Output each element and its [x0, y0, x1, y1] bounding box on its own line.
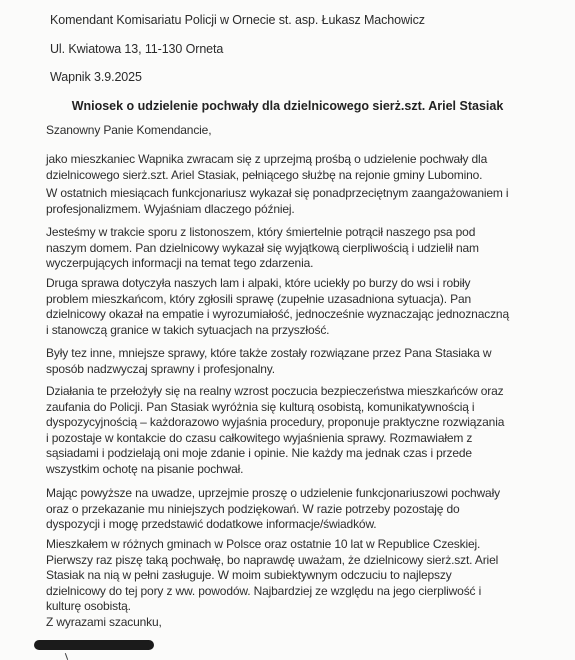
- paragraph-4: [46, 276, 558, 338]
- paragraph-line: sąsiadami i podzielają oni moje zdanie i opinie. Nie każdy ma jednak czas i przede: [46, 446, 472, 461]
- paragraph-line: kulturę osobistą.: [46, 599, 131, 614]
- paragraph-line: Druga sprawa dotyczyła naszych lam i alpaki, które uciekły po burzy do wsi i robiły: [46, 276, 471, 290]
- paragraph-line: Stasiak na nią w pełni zasługuje. W moim subiektywnym odczuciu to najlepszy: [46, 568, 452, 583]
- greeting: Szanowny Panie Komendancie,: [46, 123, 212, 137]
- signature-stroke: [65, 653, 68, 660]
- paragraph-line: oraz o przekazanie mu niniejszych podziękowań. W razie potrzeby pozostaję do: [46, 501, 460, 516]
- paragraph-line: dzielnicowy do tej pory z ww. powodów. Najbardziej ze względu na jego cierpliwość i: [46, 583, 482, 598]
- paragraph-line: sposób nadzwyczaj sprawny i profesjonalny.: [46, 361, 275, 376]
- letter-title: Wniosek o udzielenie pochwały dla dzielnicowego sierż.szt. Ariel Stasiak: [71, 99, 504, 113]
- place-date-line: Wapnik 3.9.2025: [50, 70, 142, 84]
- paragraph-5: [46, 346, 558, 377]
- paragraph-8: [46, 537, 558, 615]
- closing-line: Z wyrazami szacunku,: [46, 615, 162, 629]
- paragraph-2: [46, 186, 558, 217]
- paragraph-line: W ostatnich miesiącach funkcjonariusz wykazał się ponadprzeciętnym zaangażowaniem i: [46, 186, 509, 200]
- paragraph-line: dzielnicowego sierż.szt. Ariel Stasiak, pełniącego służbę na rejonie gminy Lubomino.: [46, 167, 483, 182]
- paragraph-line: Mając powyższe na uwadze, uprzejmie proszę o udzielenie funkcjonariuszowi pochwały: [46, 486, 500, 500]
- paragraph-line: Działania te przełożyły się na realny wzrost poczucia bezpieczeństwa mieszkańców oraz: [46, 384, 504, 398]
- paragraph-line: i stanowczą granice w takich sytuacjach na przyszłość.: [46, 322, 330, 337]
- paragraph-1: [46, 152, 558, 183]
- paragraph-line: zaufania do Policji. Pan Stasiak wyróżnia się kulturą osobistą, komunikatywnością i: [46, 399, 475, 414]
- paragraph-line: Jesteśmy w trakcie sporu z listonoszem, który śmiertelnie potrącił naszego psa pod: [46, 225, 476, 239]
- recipient-line: Komendant Komisariatu Policji w Ornecie st. asp. Łukasz Machowicz: [50, 13, 425, 27]
- paragraph-line: i pozostaje w kontakcie do czasu całkowitego wyjaśnienia sprawy. Rozmawiałem z: [46, 430, 473, 445]
- paragraph-line: dyspozycji i mogę przedstawić dodatkowe informacje/świadków.: [46, 517, 377, 532]
- redacted-signature: [34, 640, 154, 650]
- paragraph-line: Były tez inne, mniejsze sprawy, które także zostały rozwiązane przez Pana Stasiaka w: [46, 346, 492, 360]
- paragraph-line: Pierwszy raz piszę taką pochwałę, bo naprawdę uważam, że dzielnicowy sierż.szt. Ariel: [46, 552, 499, 567]
- paragraph-line: Mieszkałem w różnych gminach w Polsce oraz ostatnie 10 lat w Republice Czeskiej.: [46, 537, 481, 551]
- paragraph-line: naszym domem. Pan dzielnicowy wykazał się wyjątkową cierpliwością i udzielił nam: [46, 240, 479, 255]
- paragraph-line: wyczerpujących informacji na temat tego zdarzenia.: [46, 256, 314, 271]
- paragraph-3: [46, 225, 558, 272]
- paragraph-line: profesjonalizmem. Wyjaśniam dlaczego później.: [46, 201, 295, 216]
- paragraph-line: problem mieszkańcom, który zgłosili sprawę (zupełnie uzasadniona sytuacja). Pan: [46, 291, 472, 306]
- paragraph-line: dyspozycyjnością – każdorazowo wyjaśnia procedury, proponuje praktyczne rozwiązania: [46, 415, 505, 430]
- paragraph-line: jako mieszkaniec Wapnika zwracam się z uprzejmą prośbą o udzielenie pochwały dla: [46, 152, 488, 166]
- address-line: Ul. Kwiatowa 13, 11-130 Orneta: [50, 42, 224, 56]
- paragraph-7: [46, 486, 558, 533]
- paragraph-line: wszystkim ochotę na pisanie pochwał.: [46, 461, 244, 476]
- paragraph-line: dzielnicowy okazał na empatie i wyrozumiałość, jednocześnie wyznaczając jednoznaczną: [46, 307, 509, 322]
- paragraph-6: [46, 384, 558, 478]
